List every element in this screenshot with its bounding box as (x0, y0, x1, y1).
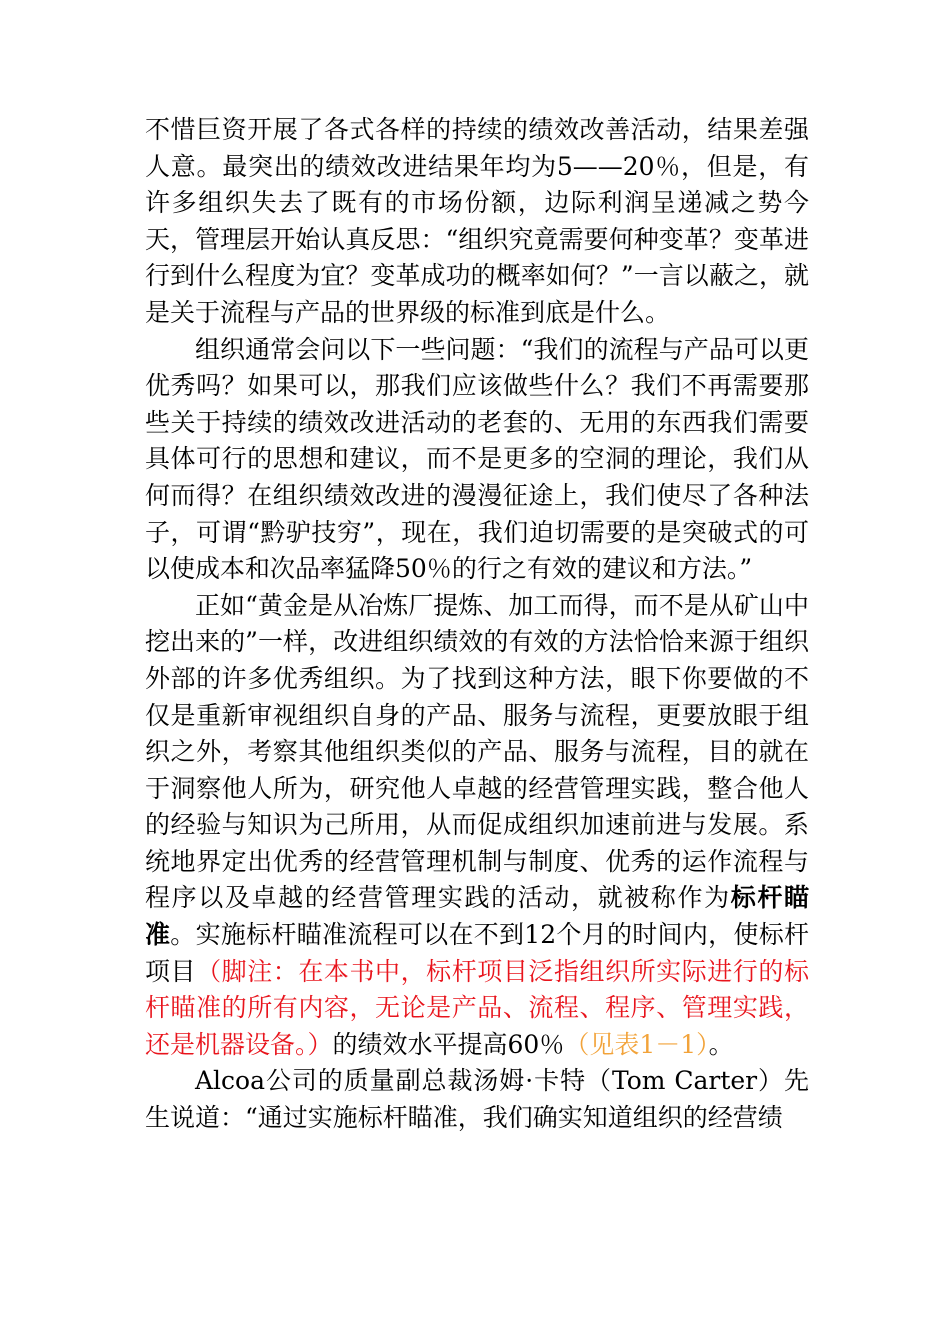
paragraph-3-text-3: 的绩效水平提高60％ (332, 1029, 565, 1059)
document-page (145, 112, 809, 1137)
footnote-text: （脚注：在本书中，标杆项目泛指组织所实际进行的标杆瞄准的所有内容，无论是产品、流程、程序、管理实践，还是机器设备。） (145, 956, 809, 1059)
table-reference: （见表1－1） (564, 1029, 709, 1059)
paragraph-3-text-4: 。 (708, 1029, 734, 1059)
paragraph-4: Alcoa公司的质量副总裁汤姆·卡特（Tom Carter）先生说道：“通过实施标杆瞄准，我们确实知道组织的经营绩 (145, 1066, 809, 1133)
paragraph-2: 组织通常会问以下一些问题：“我们的流程与产品可以更优秀吗？如果可以，那我们应该做些什么？我们不再需要那些关于持续的绩效改进活动的老套的、无用的东西我们需要具体可行的思想和建议，而不是更多的空洞的理论，我们从何而得？在组织绩效改进的漫漫征途上，我们使尽了各种法子，可谓“黔驴技穷”，现在，我们迫切需要的是突破式的可以使成本和次品率猛降50％的行之有效的建议和方法。” (145, 334, 809, 584)
paragraph-3-text-1: 正如“黄金是从冶炼厂提炼、加工而得，而不是从矿山中挖出来的”一样，改进组织绩效的有效的方法恰恰来源于组织外部的许多优秀组织。为了找到这种方法，眼下你要做的不仅是重新审视组织自身的产品、服务与流程，更要放眼于组织之外，考察其他组织类似的产品、服务与流程，目的就在于洞察他人所为，研究他人卓越的经营管理实践，整合他人的经验与知识为己所用，从而促成组织加速前进与发展。系统地界定出优秀的经营管理机制与制度、优秀的运作流程与程序以及卓越的经营管理实践的活动，就被称作为 (145, 590, 809, 913)
paragraph-3-text-2: 。实施标杆瞄准流程可以在不到12个月的时间内，使标杆项目 (145, 920, 809, 986)
term-benchmarking: 标杆瞄准 (145, 883, 809, 950)
paragraph-3 (145, 588, 809, 1064)
paragraph-1: 不惜巨资开展了各式各样的持续的绩效改善活动，结果差强人意。最突出的绩效改进结果年均为5——20％，但是，有许多组织失去了既有的市场份额，边际利润呈递减之势今天，管理层开始认真反思：“组织究竟需要何种变革？变革进行到什么程度为宜？变革成功的概率如何？”一言以蔽之，就是关于流程与产品的世界级的标准到底是什么。 (145, 115, 809, 327)
